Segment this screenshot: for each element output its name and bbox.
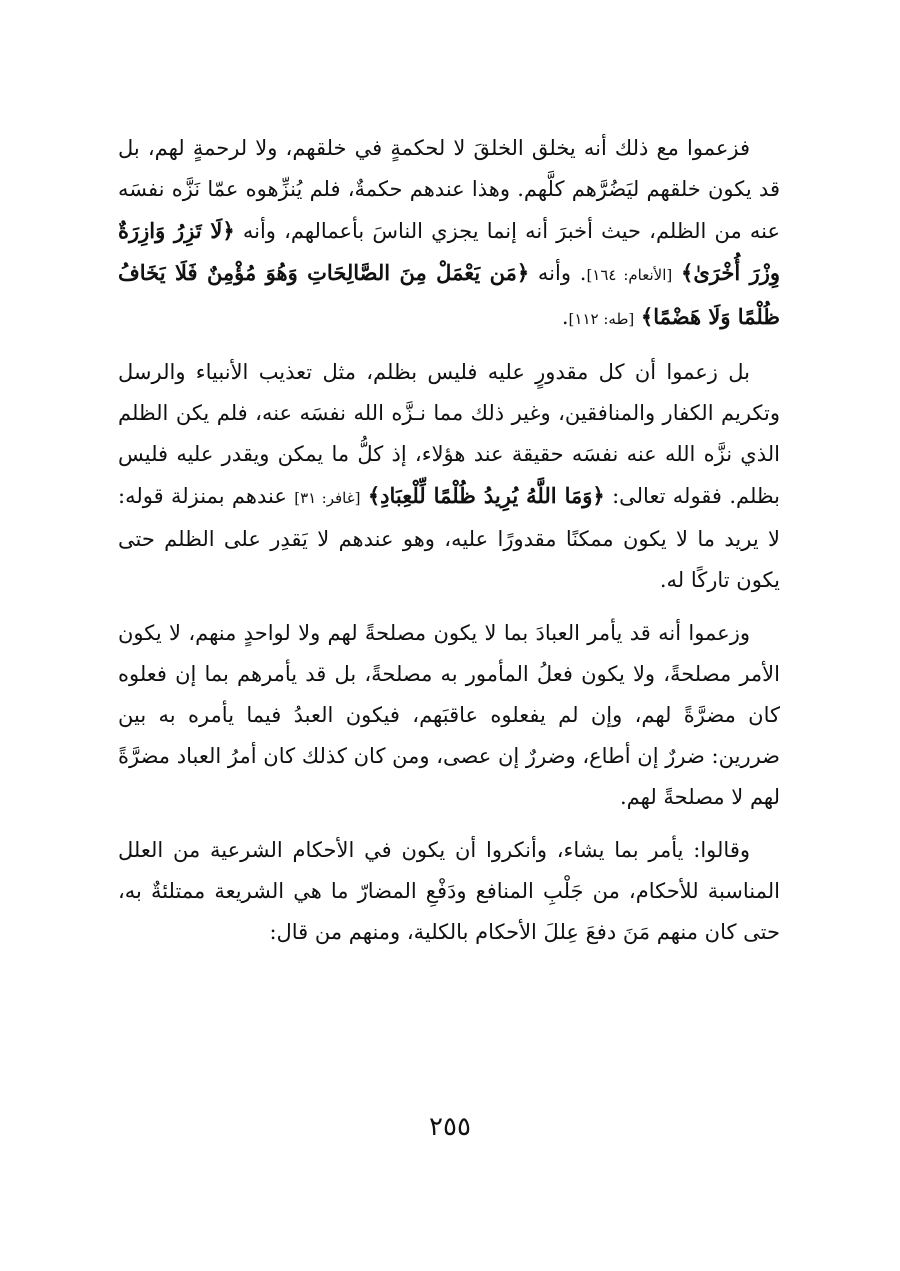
page-number: ٢٥٥ — [429, 1112, 471, 1142]
verse-reference-anam: [الأنعام: ١٦٤] — [586, 266, 673, 284]
verse-reference-ghafir: [غافر: ٣١] — [294, 489, 361, 507]
paragraph-2 — [118, 352, 780, 601]
paragraph-2-text-a: بل زعموا أن كل مقدورٍ عليه فليس بظلم، مثل تعذيب الأنبياء والرسل وتكريم الكفار والمنافقين، وغير ذلك مما نـزَّه الله نفسَه عنه، فلم يكن الظلم الذي نزَّه الله عنه نفسَه حقيقة عند هؤلاء، إذ كلُّ ما يمكن ويقدر عليه فليس بظلم. فقوله تعالى: — [118, 360, 780, 508]
paragraph-4: وقالوا: يأمر بما يشاء، وأنكروا أن يكون في الأحكام الشرعية من العلل المناسبة للأحكام، من جَلْبِ المنافع ودَفْعِ المضارّ ما هي الشريعة ممتلئةٌ به، حتى كان منهم مَنَ دفعَ عِللَ الأحكام بالكلية، ومنهم من قال: — [118, 838, 780, 944]
quran-verse-ghafir: ﴿وَمَا اللَّهُ يُرِيدُ ظُلْمًا لِّلْعِبَادِ﴾ — [367, 483, 605, 508]
paragraph-1-text-c: . — [561, 305, 569, 329]
paragraph-2-text-b: عندهم بمنزلة قوله: لا يريد ما لا يكون ممكنًا مقدورًا عليه، وهو عندهم لا يَقدِر على الظلم حتى يكون تاركًا له. — [118, 484, 780, 592]
paragraph-3: وزعموا أنه قد يأمر العبادَ بما لا يكون مصلحةً لهم ولا لواحدٍ منهم، لا يكون الأمر مصلحةً، ولا يكون فعلُ المأمور به مصلحةً، بل قد يأمرهم بما إن فعلوه كان مضرَّةً لهم، وإن لم يفعلوه عاقبَهم، فيكون العبدُ فيما يأمره به بين ضررين: ضررٌ إن أطاع، وضررٌ إن عصى، ومن كان كذلك كان أمرُ العباد مضرَّةً لهم لا مصلحةً لهم. — [118, 621, 780, 809]
paragraph-1-text-a: فزعموا مع ذلك أنه يخلق الخلقَ لا لحكمةٍ في خلقهم، ولا لرحمةٍ لهم، بل قد يكون خلقهم ليَضُرَّهم كلَّهم. وهذا عندهم حكمةٌ، فلم يُنزِّهوه عمّا نَزَّه نفسَه عنه من الظلم، حيث أخبرَ أنه إنما يجزي الناسَ بأعمالهم، وأنه — [118, 136, 780, 243]
quran-verse-anam: ﴿لَا تَزِرُ وَازِرَةٌ وِزْرَ أُخْرَىٰ﴾ — [118, 218, 780, 285]
paragraph-1-text-b: . وأنه — [529, 261, 587, 285]
quran-verse-taha: ﴿مَن يَعْمَلْ مِنَ الصَّالِحَاتِ وَهُوَ مُؤْمِنٌ فَلَا يَخَافُ ظُلْمًا وَلَا هَضْمًا﴾ — [118, 260, 780, 329]
verse-reference-taha: [طه: ١١٢] — [568, 310, 635, 328]
page-body — [118, 128, 780, 965]
paragraph-1 — [118, 128, 780, 340]
